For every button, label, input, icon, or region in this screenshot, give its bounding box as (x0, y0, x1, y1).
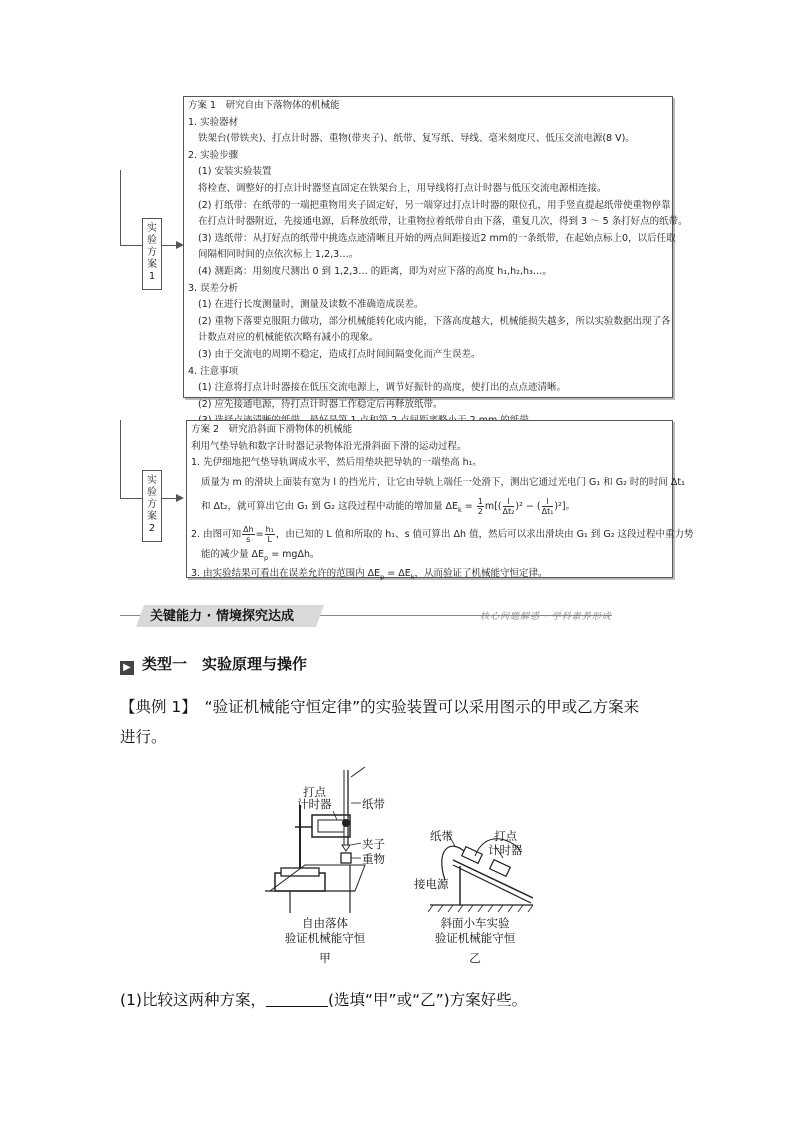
example-line: 【典例 1】 “验证机械能守恒定律”的实验装置可以采用图示的甲或乙方案来 (120, 698, 640, 716)
section-heading (120, 653, 307, 675)
label-power: 接电源 (414, 877, 449, 891)
formula-line (187, 494, 672, 523)
formula-text: m[( (484, 500, 502, 512)
formula-text: = ΔE (384, 568, 411, 580)
caption-label: 甲 (319, 951, 331, 965)
banner-title: 关键能力 · 情境探究达成 (150, 609, 294, 624)
scheme2-side-label: 实 验 方 案 2 (142, 470, 162, 542)
fraction: $\frac{l}{\text{Δt₁}}$ (541, 496, 554, 516)
figure-jia-caption (270, 916, 380, 966)
scheme1-side-label: 实 验 方 案 1 (142, 218, 162, 290)
caption-label: 乙 (469, 951, 481, 965)
formula-text: 和 Δt₂，就可算出它由 G₁ 到 G₂ 这段过程中动能的增加量 ΔE (201, 500, 458, 512)
scheme1-box (183, 96, 688, 410)
tree-branch-1b (162, 245, 176, 246)
scheme2-box (186, 420, 694, 582)
formula-sub: p (264, 553, 269, 562)
tree-line-bottom (120, 420, 121, 498)
section-heading: 4. 注意事项 (188, 365, 239, 377)
scheme2-title: 方案 2 研究沿斜面下滑物体的机械能 (191, 424, 353, 435)
text-line: 计数点对应的机械能依次略有减小的现象。 (198, 332, 379, 344)
play-triangle-icon: ▶ (120, 661, 134, 675)
label-timer-1: 打点 (303, 785, 326, 799)
section-heading: 3. 误差分析 (188, 282, 239, 294)
section-title: 类型一 实验原理与操作 (142, 655, 308, 673)
text-line: (3) 由于交流电的周期不稳定，造成打点时间间隔变化而产生误差。 (198, 348, 481, 360)
tree-line-top (120, 170, 121, 245)
section-heading: 2. 实验步骤 (188, 149, 239, 161)
label-timer-2: 计时器 (488, 843, 523, 857)
text-line: 1. 先伊细地把气垫导轨调成水平，然后用垫块把导轨的一端垫高 h₁。 (191, 457, 482, 469)
answer-blank[interactable] (266, 988, 328, 1007)
fraction: $\frac{\Delta h}{s}$ (243, 524, 254, 544)
text-line: 铁架台(带铁夹)、打点计时器、重物(带夹子)、纸带、复写纸、导线、毫米刻度尺、低压交流电源(8 V)。 (198, 133, 635, 145)
formula-text: 能的减少量 ΔE (201, 548, 265, 560)
formula-line (187, 566, 672, 585)
scheme1-title: 方案 1 研究自由下落物体的机械能 (188, 100, 340, 111)
text-line: (2) 打纸带：在纸带的一端把重物用夹子固定好，另一端穿过打点计时器的限位孔，用手竖直提起纸带使重物停靠 (198, 199, 671, 211)
example-line: 进行。 (120, 728, 167, 746)
text-line: 将检查、调整好的打点计时器竖直固定在铁架台上，用导线将打点计时器与低压交流电源相连接。 (198, 182, 607, 194)
tree-branch-2 (120, 498, 142, 499)
text-line: (3) 选纸带：从打好点的纸带中挑选点迹清晰且开始的两点间距接近2 mm的一条纸带，在起始点标上0，以后任取 (198, 232, 676, 244)
text-line: (2) 应先接通电源，待打点计时器工作稳定后再释放纸带。 (198, 398, 443, 410)
text-line: (4) 测距离：用刻度尺测出 0 到 1,2,3… 的距离，即为对应下落的高度 h₁,h₂,h₃…。 (198, 265, 552, 277)
formula-text: 3. 由实验结果可看出在误差允许的范围内 ΔE (191, 568, 381, 580)
tree-branch-2b (162, 498, 176, 499)
caption-line: 验证机械能守恒 (284, 931, 366, 945)
formula-text: )² − ( (515, 500, 541, 512)
formula-sub: k (458, 505, 462, 514)
text-line: (1) 在进行长度测量时，测量及读数不准确造成误差。 (198, 299, 424, 311)
formula-sub: k (410, 573, 415, 582)
formula-text: ，从而验证了机械能守恒定律。 (414, 568, 548, 580)
caption-line: 自由落体 (302, 916, 348, 930)
text-line: (1) 注意将打点计时器接在低压交流电源上，调节好振针的高度，使打出的点点迹清晰。 (198, 382, 566, 394)
figure-yi-caption (420, 916, 530, 966)
question-text: (1)比较这两种方案， (120, 991, 266, 1009)
text-line: 利用气垫导轨和数字计时器记录物体沿光滑斜面下滑的运动过程。 (191, 440, 467, 452)
label-tape: 纸带 (430, 829, 453, 843)
formula-line (187, 547, 672, 566)
text-line: 间隔相同时间的点依次标上 1,2,3…。 (198, 249, 359, 261)
label-tape: 纸带 (362, 797, 385, 811)
text-line: (2) 重物下落要克服阻力做功，部分机械能转化成内能，下落高度越大，机械能损失越多，所以实验数据出现了各 (198, 315, 671, 327)
fraction: $\frac{1}{2}$ (477, 496, 483, 516)
label-clip: 夹子 (362, 837, 385, 851)
label-timer-2: 计时器 (297, 797, 332, 811)
text-line: 在打点计时器附近，先接通电源，后释放纸带，让重物拉着纸带自由下落，重复几次，得到 3 ～ 5 条打好点的纸带。 (198, 216, 688, 228)
question-line (120, 985, 680, 1015)
label-timer-1: 打点 (494, 829, 517, 843)
tree-branch-1 (120, 245, 142, 246)
formula-line (187, 523, 694, 547)
section-heading: 1. 实验器材 (188, 116, 239, 128)
text-line: (1) 安装实验装置 (198, 166, 272, 178)
formula-text: ，由已知的 L 值和所取的 h₁、s 值可算出 Δh 值，然后可以求出滑块由 G₁ 到 G₂ 这段过程中重力势 (275, 528, 694, 540)
formula-text: = (461, 500, 476, 512)
formula-sub: p (380, 573, 385, 582)
banner-subtitle: 核心问题解惑 · 学科素养形成 (480, 612, 612, 622)
label-weight: 重物 (362, 852, 385, 866)
fraction: $\frac{l}{\text{Δt₂}}$ (502, 496, 515, 516)
formula-text: )²]。 (554, 500, 576, 512)
caption-line: 斜面小车实验 (440, 916, 510, 930)
formula-text: = mgΔh。 (268, 548, 320, 560)
formula-text: = (255, 528, 264, 540)
question-text: (选填“甲”或“乙”)方案好些。 (327, 991, 528, 1009)
caption-line: 验证机械能守恒 (434, 931, 516, 945)
formula-text: 2. 由图可知 (191, 528, 242, 540)
example-paragraph (120, 692, 680, 752)
text-line: 质量为 m 的滑块上面装有宽为 l 的挡光片，让它由导轨上端任一处滑下，测出它通过光电门 G₁ 和 G₂ 时的时间 Δt₁ (201, 476, 685, 488)
fraction: $\frac{\text{h₁}}{L}$ (265, 524, 274, 544)
arrow-icon (176, 494, 184, 502)
